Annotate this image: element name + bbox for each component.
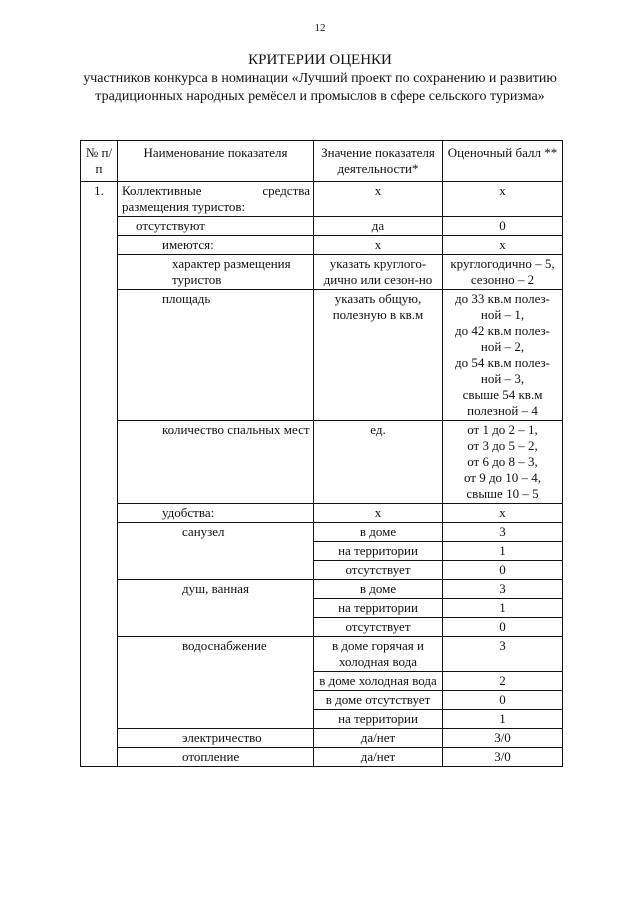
- criterion-score: 3/0: [443, 729, 563, 748]
- table-row: [81, 255, 563, 290]
- criterion-value: в доме горячая и холодная вода: [314, 637, 443, 672]
- criterion-value: да/нет: [314, 748, 443, 767]
- document-subtitle: участников конкурса в номинации «Лучший проект по сохранению и развитию традиционных народных ремёсел и промыслов в сфере сельского туризма»: [83, 71, 557, 104]
- criterion-name: санузел: [118, 523, 314, 580]
- criterion-value: в доме отсутствует: [314, 691, 443, 710]
- table-row: [81, 217, 563, 236]
- criterion-score: 0: [443, 561, 563, 580]
- criterion-value: да/нет: [314, 729, 443, 748]
- criterion-score: х: [443, 236, 563, 255]
- criterion-score: 2: [443, 672, 563, 691]
- table-row: [81, 637, 563, 672]
- table-row: [81, 421, 563, 504]
- criterion-value: отсутствует: [314, 561, 443, 580]
- table-row: [81, 290, 563, 421]
- criterion-value: в доме: [314, 523, 443, 542]
- criterion-name: отопление: [118, 748, 314, 767]
- row-number: 1.: [81, 182, 118, 767]
- criterion-score: х: [443, 504, 563, 523]
- header-value: Значение показателя деятельности*: [314, 141, 443, 182]
- header-score: Оценочный балл **: [443, 141, 563, 182]
- criterion-value: х: [314, 504, 443, 523]
- criterion-score: 3: [443, 637, 563, 672]
- criterion-score: 3: [443, 523, 563, 542]
- criterion-value: на территории: [314, 542, 443, 561]
- criterion-score: до 33 кв.м полез-ной – 1, до 42 кв.м полез-ной – 2, до 54 кв.м полез-ной – 3, свыше 54 кв.м полезной – 4: [443, 290, 563, 421]
- page-number: 12: [314, 22, 326, 34]
- criterion-name: душ, ванная: [118, 580, 314, 637]
- table-row: [81, 523, 563, 542]
- criterion-value: на территории: [314, 599, 443, 618]
- criterion-value: отсутствует: [314, 618, 443, 637]
- table-row: [81, 748, 563, 767]
- document-title: КРИТЕРИИ ОЦЕНКИ: [248, 52, 392, 68]
- criterion-value: на территории: [314, 710, 443, 729]
- criterion-score: 0: [443, 691, 563, 710]
- table-row: [81, 729, 563, 748]
- criterion-score: круглогодично – 5, сезонно – 2: [443, 255, 563, 290]
- criterion-value: да: [314, 217, 443, 236]
- criterion-value: указать общую, полезную в кв.м: [314, 290, 443, 421]
- criterion-name: характер размещения туристов: [118, 255, 314, 290]
- header-num: № п/п: [81, 141, 118, 182]
- table-header-row: [81, 141, 563, 182]
- criterion-value: ед.: [314, 421, 443, 504]
- criterion-value: указать круглого-дично или сезон-но: [314, 255, 443, 290]
- table-row: [81, 504, 563, 523]
- criterion-name: имеются:: [118, 236, 314, 255]
- criterion-score: х: [443, 182, 563, 217]
- criterion-name: площадь: [118, 290, 314, 421]
- criterion-score: 3/0: [443, 748, 563, 767]
- criterion-score: 3: [443, 580, 563, 599]
- criterion-score: 1: [443, 710, 563, 729]
- criterion-value: х: [314, 236, 443, 255]
- criterion-name: электричество: [118, 729, 314, 748]
- table-body: [81, 182, 563, 767]
- criterion-name: отсутствуют: [118, 217, 314, 236]
- criterion-score: 0: [443, 217, 563, 236]
- criterion-score: 1: [443, 599, 563, 618]
- criterion-value: х: [314, 182, 443, 217]
- criterion-name: Коллективные средства размещения туристов:: [118, 182, 314, 217]
- table-row: [81, 580, 563, 599]
- criterion-score: 1: [443, 542, 563, 561]
- table-row: [81, 236, 563, 255]
- criterion-name: удобства:: [118, 504, 314, 523]
- criterion-name: водоснабжение: [118, 637, 314, 729]
- criterion-name: количество спальных мест: [118, 421, 314, 504]
- header-name: Наименование показателя: [118, 141, 314, 182]
- criteria-table: [80, 140, 563, 767]
- criterion-score: от 1 до 2 – 1, от 3 до 5 – 2, от 6 до 8 – 3, от 9 до 10 – 4, свыше 10 – 5: [443, 421, 563, 504]
- criterion-value: в доме холодная вода: [314, 672, 443, 691]
- criterion-value: в доме: [314, 580, 443, 599]
- criterion-score: 0: [443, 618, 563, 637]
- table-row: [81, 182, 563, 217]
